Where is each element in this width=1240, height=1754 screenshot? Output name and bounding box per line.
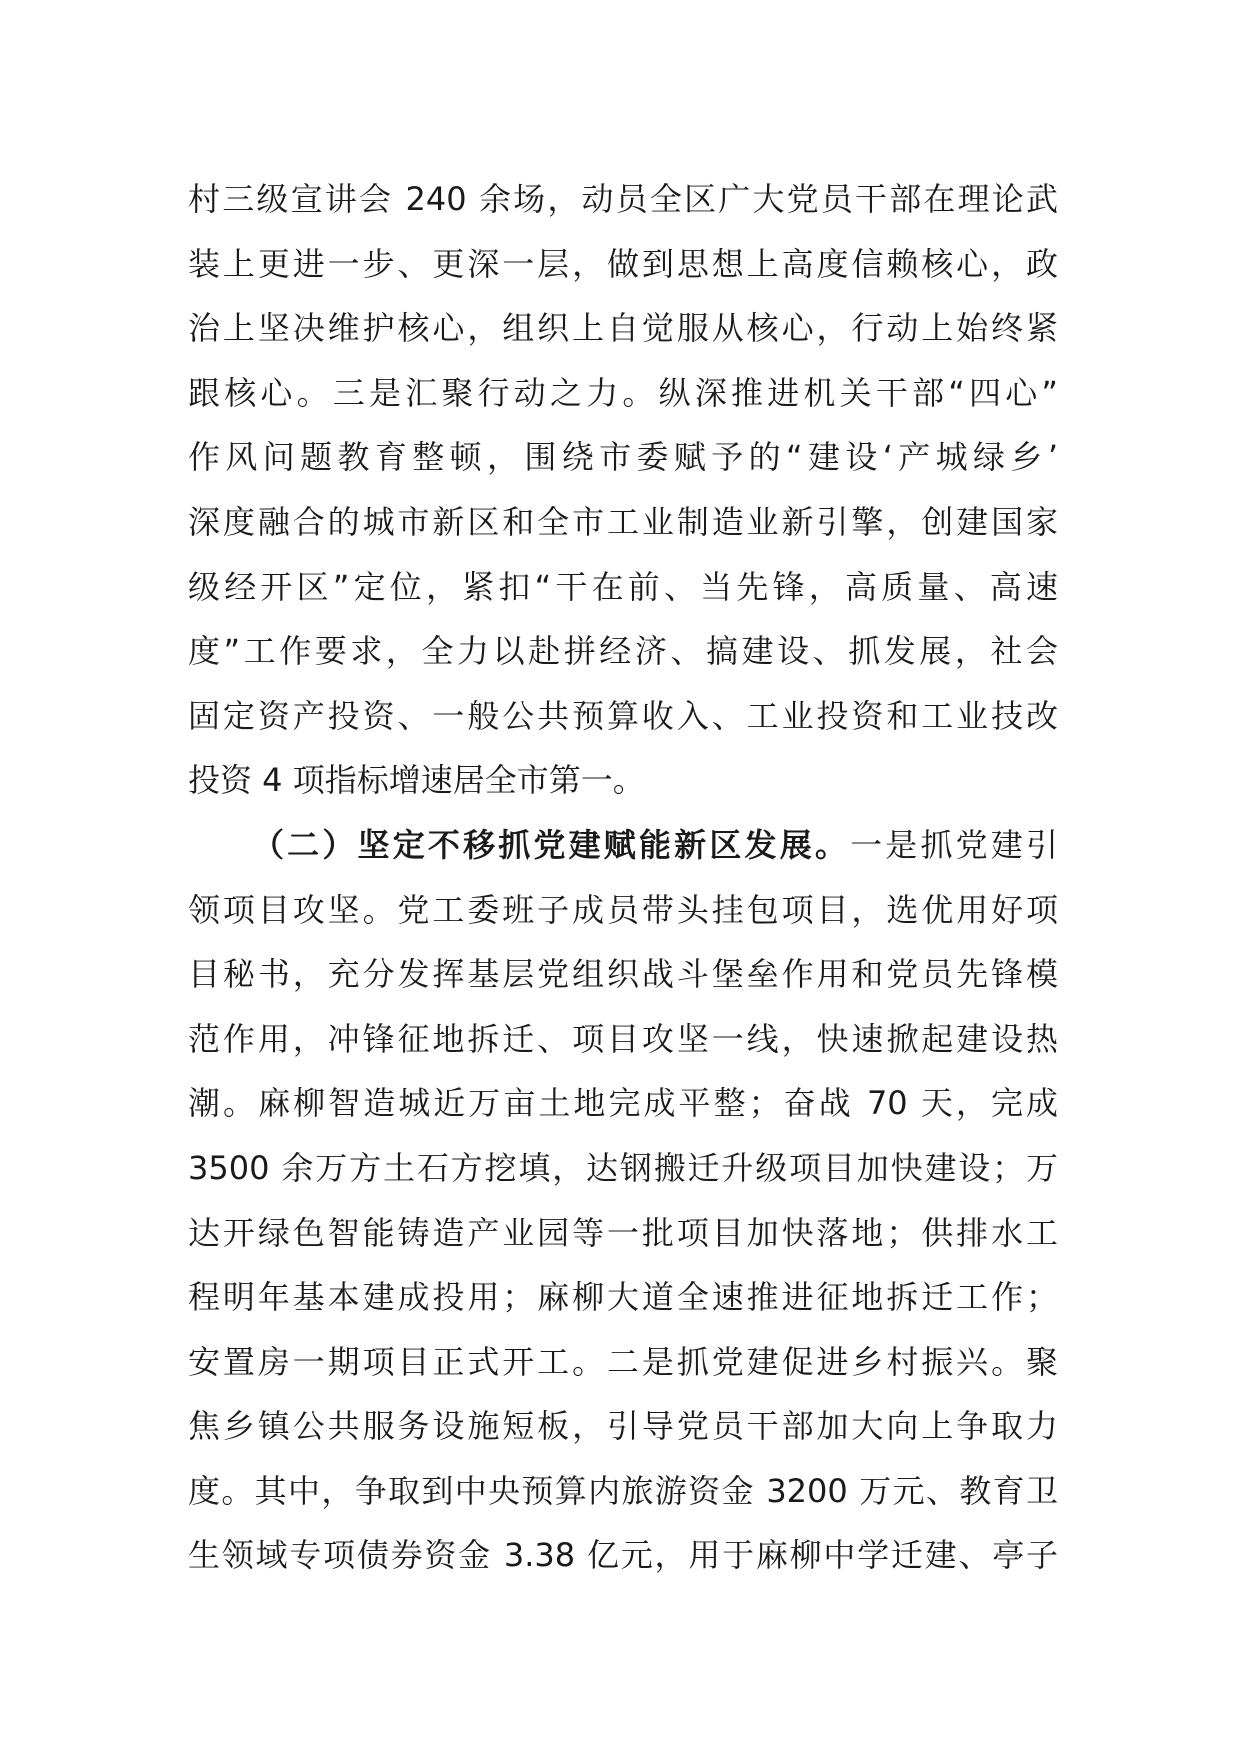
paragraph-1 [188,167,1058,813]
text-line: 度”工作要求，全力以赴拼经济、搞建设、抓发展，社会 [188,632,1058,671]
text-line: 潮。麻柳智造城近万亩土地完成平整；奋战 70 天，完成 [188,1084,1058,1123]
document-body [188,167,1058,1588]
section-heading: （二）坚定不移抓党建赋能新区发展。 [252,825,851,864]
text-line: 作风问题教育整顿，围绕市委赋予的“建设‘产城绿乡’ [188,438,1058,477]
paragraph-2 [188,813,1058,1588]
paragraph-heading-line [188,813,1058,878]
text-line: 3500 余万方土石方挖填，达钢搬迁升级项目加快建设；万 [188,1148,1058,1187]
text-line: 安置房一期项目正式开工。二是抓党建促进乡村振兴。聚 [188,1342,1058,1381]
text-line: 装上更进一步、更深一层，做到思想上高度信赖核心，政 [188,244,1058,283]
text-line: 焦乡镇公共服务设施短板，引导党员干部加大向上争取力 [188,1407,1058,1446]
text-line: 深度融合的城市新区和全市工业制造业新引擎，创建国家 [188,502,1058,541]
text-line: 跟核心。三是汇聚行动之力。纵深推进机关干部“四心” [188,373,1058,412]
text-line: 投资 4 项指标增速居全市第一。 [188,761,645,800]
text-line: 范作用，冲锋征地拆迁、项目攻坚一线，快速掀起建设热 [188,1019,1058,1058]
text-line: 级经开区”定位，紧扣“干在前、当先锋，高质量、高速 [188,567,1058,606]
text-line: 程明年基本建成投用；麻柳大道全速推进征地拆迁工作； [188,1278,1058,1317]
heading-line-rest: 一是抓党建引 [850,825,1058,864]
text-line: 固定资产投资、一般公共预算收入、工业投资和工业技改 [188,696,1058,735]
text-line: 达开绿色智能铸造产业园等一批项目加快落地；供排水工 [188,1213,1058,1252]
text-line: 治上坚决维护核心，组织上自觉服从核心，行动上始终紧 [188,309,1058,348]
text-line: 领项目攻坚。党工委班子成员带头挂包项目，选优用好项 [188,890,1058,929]
text-line: 度。其中，争取到中央预算内旅游资金 3200 万元、教育卫 [188,1471,1058,1510]
text-line: 村三级宣讲会 240 余场，动员全区广大党员干部在理论武 [188,180,1058,218]
text-line: 目秘书，充分发挥基层党组织战斗堡垒作用和党员先锋模 [188,955,1058,994]
text-line: 生领域专项债券资金 3.38 亿元，用于麻柳中学迁建、亭子 [188,1536,1058,1575]
